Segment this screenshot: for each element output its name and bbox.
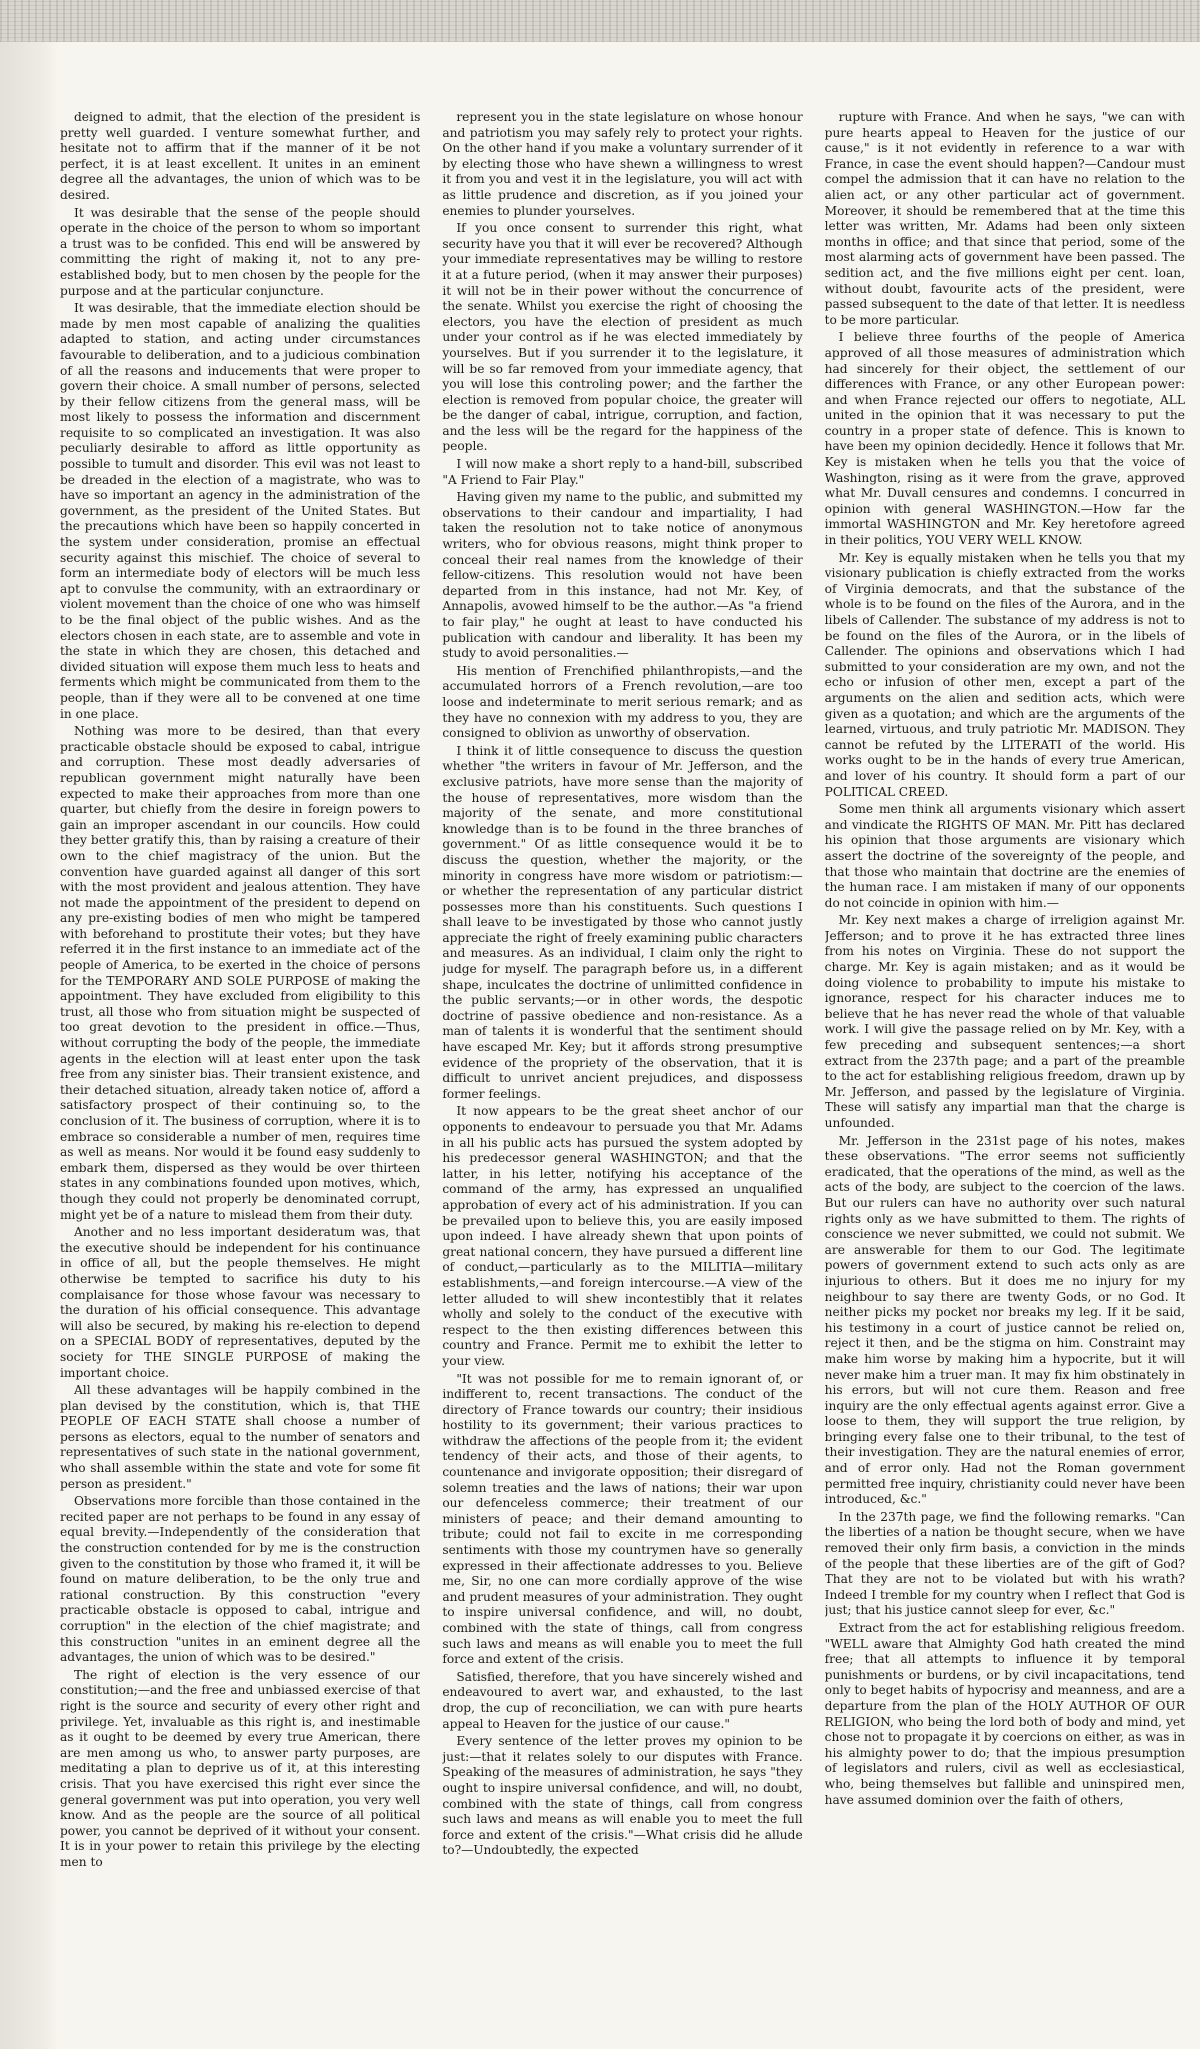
paragraph: "It was not possible for me to remain ignorant of, or indifferent to, recent transactions. The conduct of the directory of France towards our country; their insidious hostility to its government; their various practices to withdraw the affections of the people from it; the evident tendency of their acts, and those of their agents, to countenance and invigorate opposition; their disregard of solemn treaties and the laws of nations; their war upon our defenceless commerce; their treatment of our ministers of peace; and their demand amounting to tribute; could not fail to excite in me corresponding sentiments with those my countrymen have so generally expressed in their affectionate addresses to you. Believe me, Sir, no one can more cordially approve of the wise and prudent measures of your administration. They ought to inspire universal confidence, and will, no doubt, combined with the state of things, call from congress such laws and means as will enable you to meet the full force and extent of the crisis. [442, 1371, 803, 1667]
paragraph: represent you in the state legislature on whose honour and patriotism you may safely rely to protect your rights. On the other hand if you make a voluntary surrender of it by electing those who have shewn a willingness to wrest it from you and vest it in the legislature, you will act with as little prudence and discretion, as if you joined your enemies to plunder yourselves. [442, 110, 803, 218]
paragraph: Mr. Key next makes a charge of irreligion against Mr. Jefferson; and to prove it he has extracted three lines from his notes on Virginia. These do not support the charge. Mr. Key is again mistaken; and as it would be doing violence to probability to impute his mistake to ignorance, respect for his character induces me to believe that he has never read the whole of that valuable work. I will give the passage relied on by Mr. Key, with a few preceding and subsequent sentences;—a short extract from the 237th page; and a part of the preamble to the act for establishing religious freedom, drawn up by Mr. Jefferson, and passed by the legislature of Virginia. These will satisfy any impartial man that the charge is unfounded. [824, 913, 1185, 1130]
paragraph: Some men think all arguments visionary which assert and vindicate the RIGHTS OF MAN. Mr. Pitt has declared his opinion that those arguments are visionary which assert the doctrine of the sovereignty of the people, and that those who maintain that doctrine are the enemies of the human race. I am mistaken if many of our opponents do not coincide in opinion with him.— [824, 802, 1185, 910]
paragraph: I believe three fourths of the people of America approved of all those measures of administration which had sincerely for their object, the settlement of our differences with France, or any other European power: and when France rejected our offers to negotiate, ALL united in the opinion that it was necessary to put the country in a proper state of defence. This is known to have been my opinion decidedly. Hence it follows that Mr. Key is mistaken when he tells you that the voice of Washington, rising as it were from the grave, approved what Mr. Duvall censures and condemns. I concurred in opinion with general WASHINGTON.—How far the immortal WASHINGTON and Mr. Key heretofore agreed in their politics, YOU VERY WELL KNOW. [824, 330, 1185, 548]
paragraph: It was desirable that the sense of the people should operate in the choice of the person to whom so important a trust was to be confided. This end will be answered by committing the right of making it, not to any pre-established body, but to men chosen by the people for the purpose and at the particular conjuncture. [60, 205, 421, 298]
paragraph: If you once consent to surrender this right, what security have you that it will ever be recovered? Although your immediate representatives may be willing to restore it at a future period, (when it may answer their purposes) it will not be in their power without the concurrence of the senate. Whilst you exercise the right of choosing the electors, you have the election of president as much under your control as if he was elected immediately by yourselves. But if you surrender it to the legislature, it will be so far removed from your immediate agency, that you will lose this controling power; and the farther the election is removed from popular choice, the greater will be the danger of cabal, intrigue, corruption, and faction, and the less will be the regard for the happiness of the people. [442, 221, 803, 454]
paragraph: Nothing was more to be desired, than that every practicable obstacle should be exposed to cabal, intrigue and corruption. These most deadly adversaries of republican government might naturally have been expected to make their approaches from more than one quarter, but chiefly from the desire in foreign powers to gain an improper ascendant in our councils. How could they better gratify this, than by raising a creature of their own to the chief magistracy of the union. But the convention have guarded against all danger of this sort with the most provident and jealous attention. They have not made the appointment of the president to depend on any pre-existing bodies of men who might be tampered with beforehand to prostitute their votes; but they have referred it in the first instance to an immediate act of the people of America, to be exerted in the choice of persons for the TEMPORARY AND SOLE PURPOSE of making the appointment. They have excluded from eligibility to this trust, all those who from situation might be suspected of too great devotion to the president in office.—Thus, without corrupting the body of the people, the immediate agents in the election will at least enter upon the task free from any sinister bias. Their transient existence, and their detached situation, already taken notice of, afford a satisfactory prospect of their continuing so, to the conclusion of it. The business of corruption, where it is to embrace so considerable a number of men, requires time as well as means. Nor would it be found easy suddenly to embark them, dispersed as they would be over thirteen states in any combinations founded upon motives, which, though they could not properly be denominated corrupt, might yet be of a nature to mislead them from their duty. [60, 724, 421, 1222]
paragraph: His mention of Frenchified philanthropists,—and the accumulated horrors of a French revolution,—are too loose and indeterminate to merit serious remark; and as they have no connexion with my address to you, they are consigned to oblivion as unworthy of observation. [442, 663, 803, 741]
paragraph: Another and no less important desideratum was, that the executive should be independent for his continuance in office of all, but the people themselves. He might otherwise be tempted to sacrifice his duty to his complaisance for those whose favour was necessary to the duration of his official consequence. This advantage will also be secured, by making his re-election to depend on a SPECIAL BODY of representatives, deputed by the society for THE SINGLE PURPOSE of making the important choice. [60, 1225, 421, 1380]
paragraph: rupture with France. And when he says, "we can with pure hearts appeal to Heaven for the justice of our cause," is it not evidently in reference to a war with France, in case the event should happen?—Candour must compel the admission that it can have no relation to the alien act, or any other particular act of government. Moreover, it should be remembered that at the time this letter was written, Mr. Adams had been only sixteen months in office; and that since that period, some of the most alarming acts of government have been passed. The sedition act, and the five millions eight per cent. loan, without doubt, favourite acts of the president, were passed subsequent to the date of that letter. It is needless to be more particular. [824, 110, 1185, 327]
column-3 [825, 110, 1185, 2040]
paragraph: Satisfied, therefore, that you have sincerely wished and endeavoured to avert war, and exhausted, to the last drop, the cup of reconciliation, we can with pure hearts appeal to Heaven for the justice of our cause." [442, 1669, 803, 1731]
paragraph: Having given my name to the public, and submitted my observations to their candour and impartiality, I had taken the resolution not to take notice of anonymous writers, who for obvious reasons, might think proper to conceal their real names from the knowledge of their fellow-citizens. This resolution would not have been departed from in this instance, had not Mr. Key, of Annapolis, avowed himself to be the author.—As "a friend to fair play," he ought at least to have conducted his publication with candour and liberality. It has been my study to avoid personalities.— [442, 490, 803, 661]
column-1 [60, 110, 420, 2040]
paragraph: Extract from the act for establishing religious freedom. "WELL aware that Almighty God hath created the mind free; that all attempts to influence it by temporal punishments or burdens, or by civil incapacitations, tend only to beget habits of hypocrisy and meanness, and are a departure from the plan of the HOLY AUTHOR OF OUR RELIGION, who being the lord both of body and mind, yet chose not to propagate it by coercions on either, as was in his almighty power to do; that the impious presumption of legislators and rulers, civil as well as ecclesiastical, who, being themselves but fallible and uninspired men, have assumed dominion over the faith of others, [824, 1621, 1185, 1807]
paragraph: Observations more forcible than those contained in the recited paper are not perhaps to be found in any essay of equal brevity.—Independently of the consideration that the construction contended for by me is the construction given to the constitution by those who framed it, it will be found on mature deliberation, to be the only true and rational construction. By this construction "every practicable obstacle is opposed to cabal, intrigue and corruption" in the election of the chief magistrate; and this construction "unites in an eminent degree all the advantages, the union of which was to be desired." [60, 1494, 421, 1665]
scanned-top-edge [0, 0, 1200, 42]
paragraph: The right of election is the very essence of our constitution;—and the free and unbiassed exercise of that right is the source and security of every other right and privilege. Yet, invaluable as this right is, and inestimable as it ought to be deemed by every true American, there are men among us who, to answer party purposes, are meditating a plan to deprive us of it, at this interesting crisis. That you have exercised this right ever since the general government was put into operation, you very well know. And as the people are the source of all political power, you cannot be deprived of it without your consent. It is in your power to retain this privilege by the electing men to [60, 1667, 421, 1869]
paragraph: In the 237th page, we find the following remarks. "Can the liberties of a nation be thought secure, when we have removed their only firm basis, a conviction in the minds of the people that these liberties are of the gift of God? That they are not to be violated but with his wrath? Indeed I tremble for my country when I reflect that God is just; that his justice cannot sleep for ever, &c." [824, 1509, 1185, 1618]
paragraph: It now appears to be the great sheet anchor of our opponents to endeavour to persuade you that Mr. Adams in all his public acts has pursued the system adopted by his predecessor general WASHINGTON; and that the latter, in his letter, notifying his acceptance of the command of the army, has expressed an unqualified approbation of every act of his administration. If you can be prevailed upon to believe this, you are easily imposed upon indeed. I have already shewn that upon points of great national concern, they have pursued a different line of conduct,—particularly as to the MILITIA—military establishments,—and foreign intercourse.—A view of the letter alluded to will shew incontestibly that it relates wholly and solely to the conduct of the executive with respect to the then existing differences between this country and France. Permit me to exhibit the letter to your view. [442, 1104, 803, 1368]
paragraph: Mr. Jefferson in the 231st page of his notes, makes these observations. "The error seems not sufficiently eradicated, that the operations of the mind, as well as the acts of the body, are subject to the coercion of the laws. But our rulers can have no authority over such natural rights only as we have submitted to them. The rights of conscience we never submitted, we could not submit. We are answerable for them to our God. The legitimate powers of government extend to such acts only as are injurious to others. But it does me no injury for my neighbour to say there are twenty Gods, or no God. It neither picks my pocket nor breaks my leg. If it be said, his testimony in a court of justice cannot be relied on, reject it then, and be the stigma on him. Constraint may make him worse by making him a hypocrite, but it will never make him a truer man. It may fix him obstinately in his errors, but will not cure them. Reason and free inquiry are the only effectual agents against error. Give a loose to them, they will support the true religion, by bringing every false one to their tribunal, to the test of their investigation. They are the natural enemies of error, and of error only. Had not the Roman government permitted free inquiry, christianity could never have been introduced, &c." [824, 1133, 1185, 1507]
paragraph: Mr. Key is equally mistaken when he tells you that my visionary publication is chiefly extracted from the works of Virginia democrats, and that the substance of the whole is to be found on the files of the Aurora, and in the libels of Callender. The substance of my address is not to be found on the files of the Aurora, or in the libels of Callender. The opinions and observations which I had submitted to your consideration are my own, and not the echo or infusion of other men, except a part of the arguments on the alien and sedition acts, which were given as a quotation; and which are the arguments of the learned, virtuous, and truly patriotic Mr. MADISON. They cannot be refuted by the LITERATI of the world. His works ought to be in the hands of every true American, and lover of his country. It should form a part of our POLITICAL CREED. [824, 550, 1185, 799]
binding-gutter [0, 42, 58, 2049]
paragraph: It was desirable, that the immediate election should be made by men most capable of analizing the qualities adapted to station, and acting under circumstances favourable to deliberation, and to a judicious combination of all the reasons and inducements that were proper to govern their choice. A small number of persons, selected by their fellow citizens from the general mass, will be most likely to possess the information and discernment requisite to so complicated an investigation. It was also peculiarly desirable to afford as little opportunity as possible to tumult and disorder. This evil was not least to be dreaded in the election of a magistrate, who was to have so important an agency in the administration of the government, as the president of the United States. But the precautions which have been so happily concerted in the system under consideration, promise an effectual security against this mischief. The choice of several to form an intermediate body of electors will be much less apt to convulse the community, with an extraordinary or violent movement than the choice of one who was himself to be the final object of the public wishes. And as the electors chosen in each state, are to assemble and vote in the state in which they are chosen, this detached and divided situation will expose them much less to heats and ferments which might be communicated from them to the people, than if they were all to be convened at one time in one place. [60, 301, 421, 721]
paragraph: All these advantages will be happily combined in the plan devised by the constitution, which is, that THE PEOPLE OF EACH STATE shall choose a number of persons as electors, equal to the number of senators and representatives of such state in the national government, who shall assemble within the state and vote for some fit person as president." [60, 1383, 421, 1491]
paragraph: Every sentence of the letter proves my opinion to be just:—that it relates solely to our disputes with France. Speaking of the measures of administration, he says "they ought to inspire universal confidence, and will, no doubt, combined with the state of things, call from congress such laws and means as will enable you to meet the full force and extent of the crisis."—What crisis did he allude to?—Undoubtedly, the expected [442, 1734, 803, 1858]
paragraph: I think it of little consequence to discuss the question whether "the writers in favour of Mr. Jefferson, and the exclusive patriots, have more sense than the majority of the house of representatives, more wisdom than the majority of the senate, and more constitutional knowledge than is to be found in the three branches of government." Of as little consequence would it be to discuss the question, whether the majority, or the minority in congress have more wisdom or patriotism:—or whether the representation of any particular district possesses more than his constituents. Such questions I shall leave to be investigated by those who cannot justly appreciate the right of freely examining public characters and measures. As an individual, I claim only the right to judge for myself. The paragraph before us, in a different shape, inculcates the doctrine of unlimitted confidence in the public servants;—or in other words, the despotic doctrine of passive obedience and non-resistance. As a man of talents it is wonderful that the sentiment should have escaped Mr. Key; but it affords strong presumptive evidence of the propriety of the observation, that it is difficult to unrivet ancient prejudices, and dispossess former feelings. [442, 743, 803, 1101]
paragraph: I will now make a short reply to a hand-bill, subscribed "A Friend to Fair Play." [442, 457, 803, 487]
text-columns [60, 110, 1185, 2040]
paragraph: deigned to admit, that the election of the president is pretty well guarded. I venture somewhat further, and hesitate not to affirm that if the manner of it be not perfect, it is at least excellent. It unites in an eminent degree all the advantages, the union of which was to be desired. [60, 110, 421, 202]
column-2 [442, 110, 802, 2040]
